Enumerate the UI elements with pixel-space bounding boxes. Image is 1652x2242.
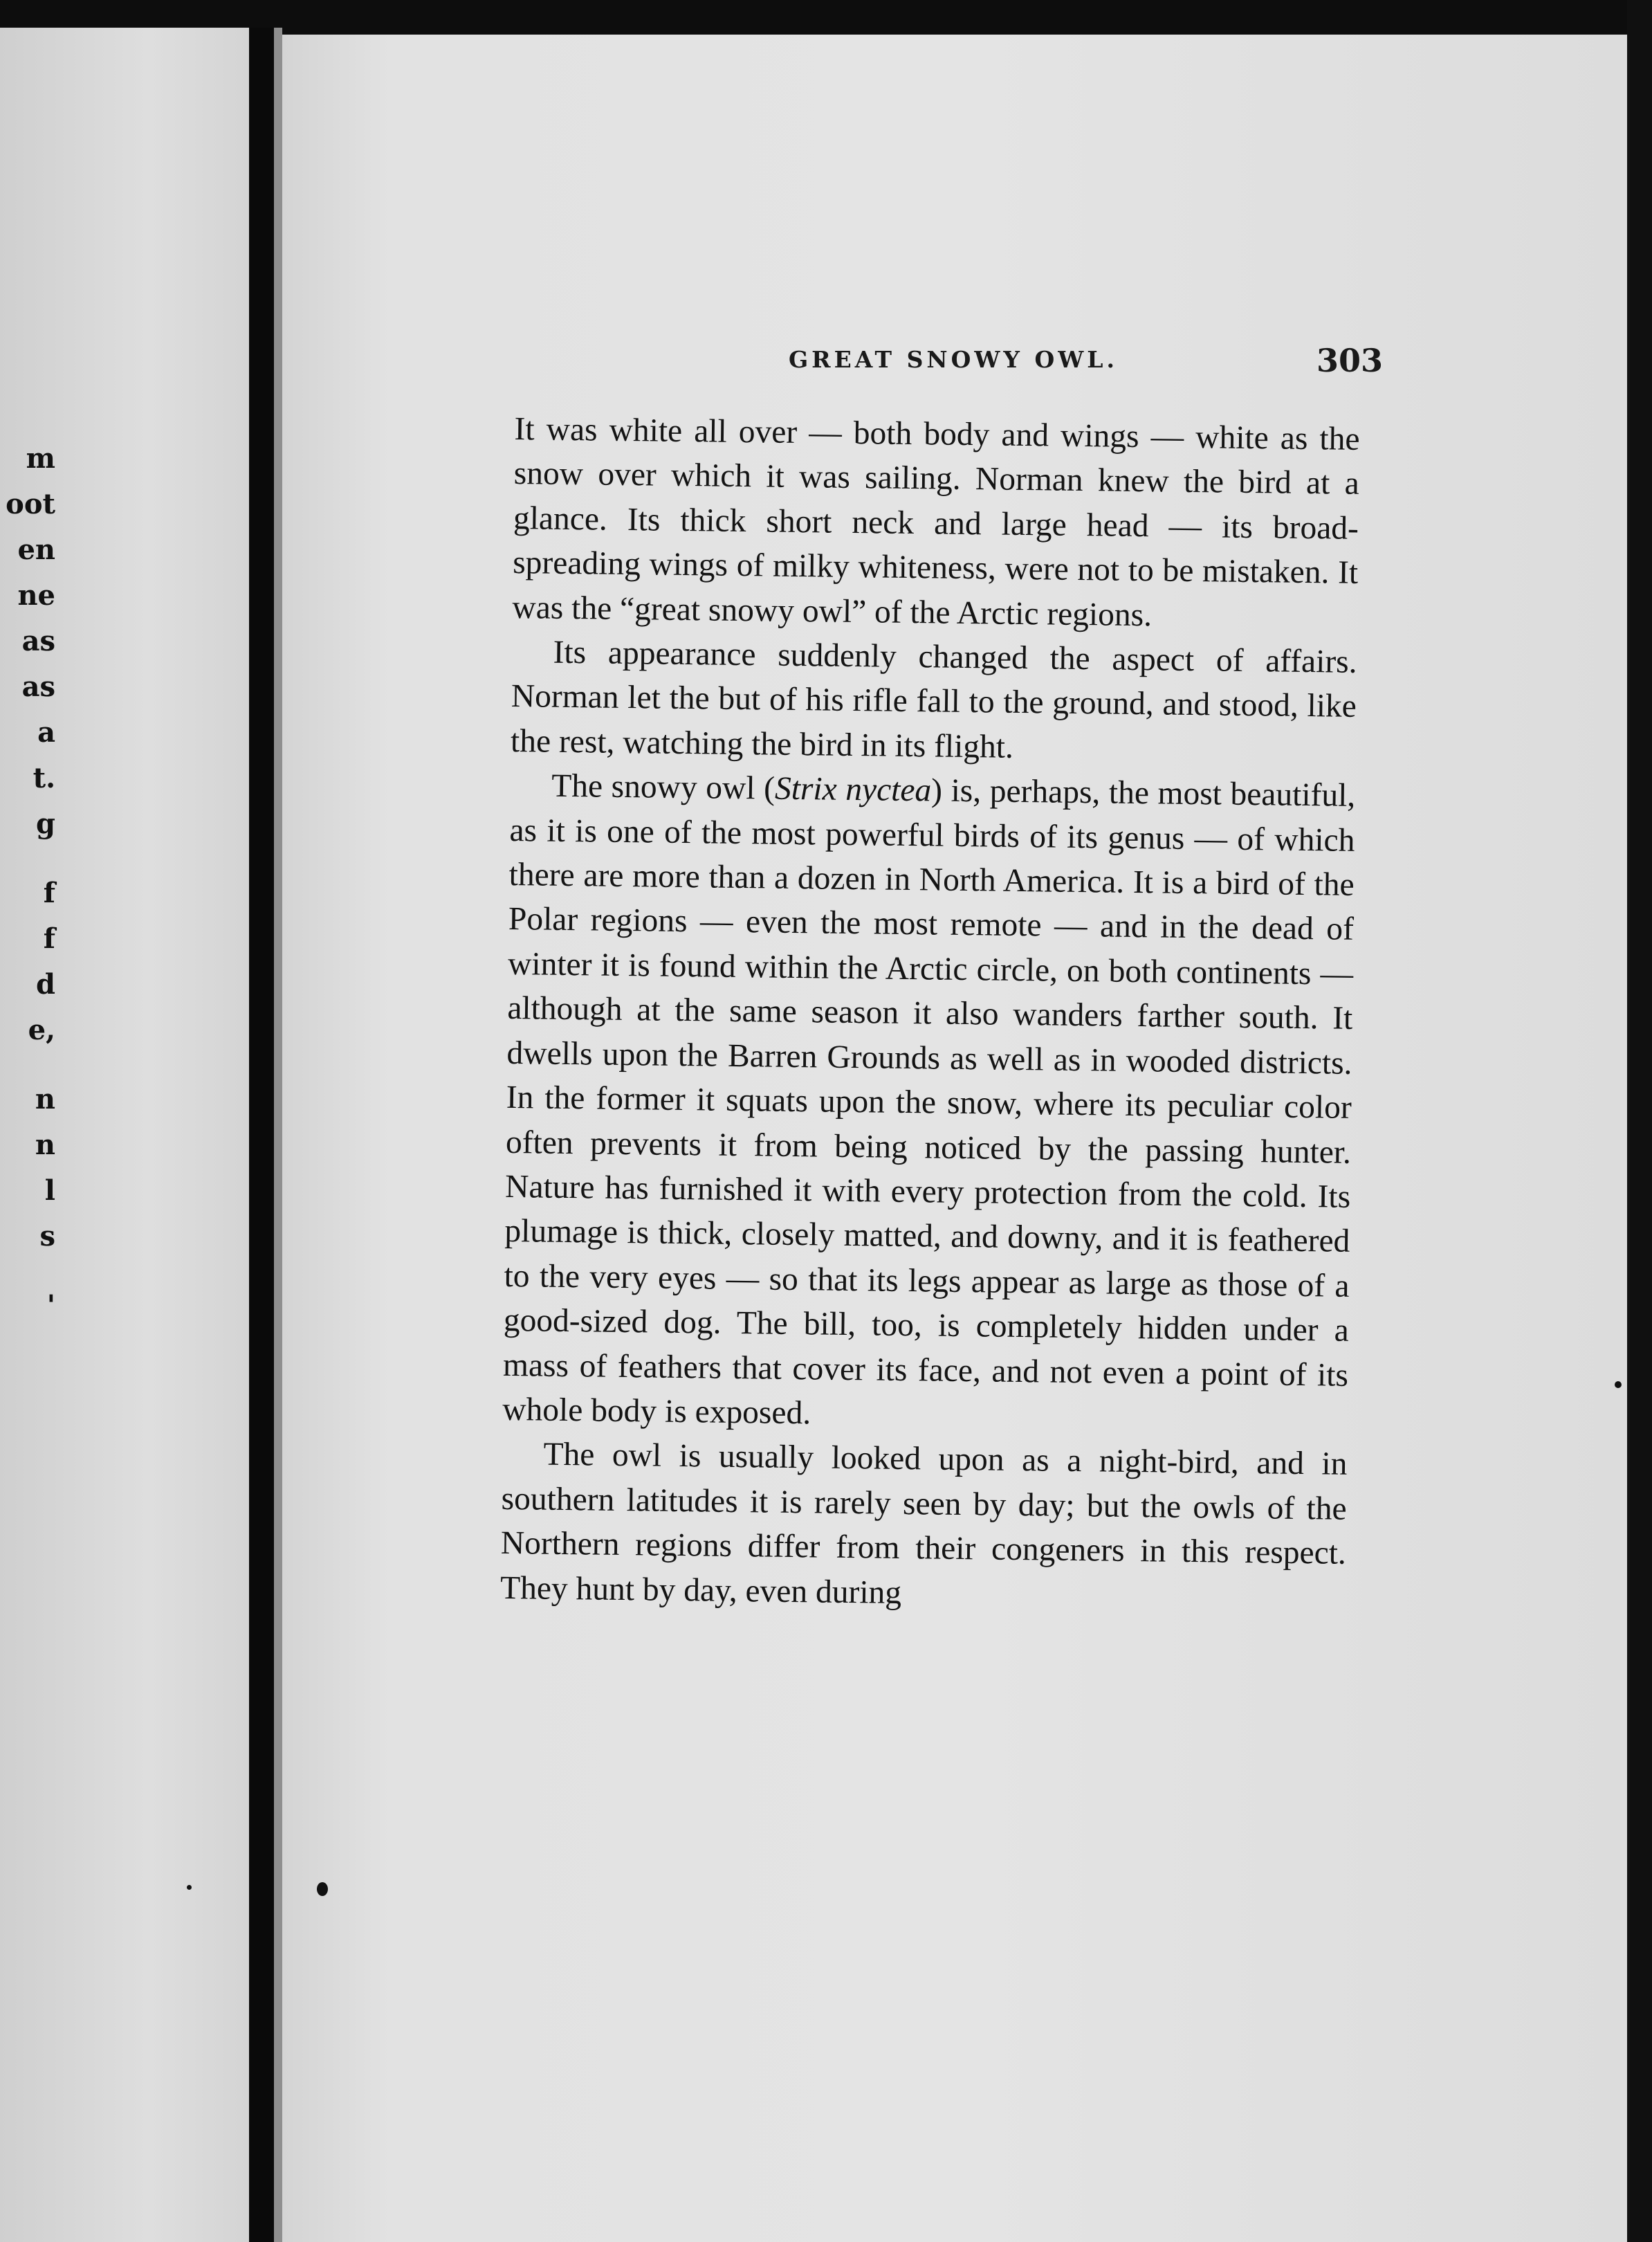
left-page-fragment: s — [39, 1220, 55, 1252]
ink-speck — [1615, 1381, 1622, 1388]
paragraph — [500, 1432, 1348, 1621]
book-gutter — [249, 28, 274, 2242]
left-page-fragment: m — [26, 442, 55, 475]
left-page-fragment: f — [43, 922, 55, 955]
left-page-fragment: l — [44, 1174, 55, 1207]
body-text — [500, 407, 1360, 1621]
left-page-fragments — [0, 436, 55, 1329]
left-page-fragment: en — [17, 534, 55, 566]
left-page-fragment: n — [35, 1083, 55, 1115]
left-page-fragment: oot — [6, 488, 55, 520]
ink-speck — [187, 1885, 192, 1890]
left-page-fragment: t. — [33, 762, 55, 794]
running-title: GREAT SNOWY OWL. — [789, 346, 1118, 373]
left-page-fragment: f — [43, 877, 55, 909]
left-page-fragment: a — [37, 716, 55, 749]
left-page-fragment — [0, 847, 55, 871]
left-page-fragment: as — [21, 625, 55, 657]
text-run: The snowy owl ( — [551, 767, 775, 807]
text-run: Its appearance suddenly changed the aspect of affairs. Norman let the but of his rifle fall to the ground, and stood, like the rest, watching the bird in its flight. — [510, 634, 1357, 765]
left-page-fragment: e, — [28, 1014, 55, 1046]
left-facing-page — [0, 28, 270, 2242]
left-page-fragment: n — [35, 1129, 55, 1161]
paragraph — [512, 407, 1360, 640]
left-page-fragment: ne — [17, 579, 55, 612]
page-number: 303 — [1316, 342, 1384, 379]
paragraph — [502, 763, 1356, 1442]
text-run: The owl is usually looked upon as a night-bird, and in southern latitudes it is rarely seen by day; but the owls of the Northern regions differ from their congeners in this respect. They hunt by day, even during — [499, 1436, 1348, 1611]
left-page-fragment: as — [21, 671, 55, 703]
left-page-fragment — [0, 1053, 55, 1077]
left-page-fragment: d — [36, 968, 55, 1001]
ink-speck — [317, 1882, 328, 1896]
left-page-fragment: ' — [46, 1289, 55, 1322]
text-run: It was white all over — both body and wings — white as the snow over which it was sailing. Norman knew the bird at a glance. Its thick short neck and large head — its broad-spreading wings of milky whiteness, were not to be mistaken. It was the “great snowy owl” of the Arctic regions. — [512, 410, 1360, 633]
right-scan-edge — [1627, 0, 1652, 2242]
left-page-fragment — [0, 1259, 55, 1283]
gutter-edge — [274, 28, 282, 2242]
italic-term: Strix nyctea — [774, 770, 932, 809]
left-page-fragment: g — [36, 808, 55, 840]
text-run: ) is, perhaps, the most beautiful, as it is one of the most powerful birds of its genus — of which there are more than a dozen in North America. It is a bird of the Polar regions — even the most remote — and in the dead of winter it is found within the Arctic circle, on both continents — although at the same season it also wanders farther south. It dwells upon the Barren Grounds as well as in wooded districts. In the former it squats upon the snow, where its peculiar color often prevents it from being noticed by the passing hunter. Nature has furnished it with every protection from the cold. Its plumage is thick, closely matted, and downy, and it is feathered to the very eyes — so that its legs appear as large as those of a good-sized dog. The bill, too, is completely hidden under a mass of feathers that cover its face, and not even a point of its whole body is exposed. — [502, 772, 1356, 1432]
paragraph — [511, 630, 1357, 774]
